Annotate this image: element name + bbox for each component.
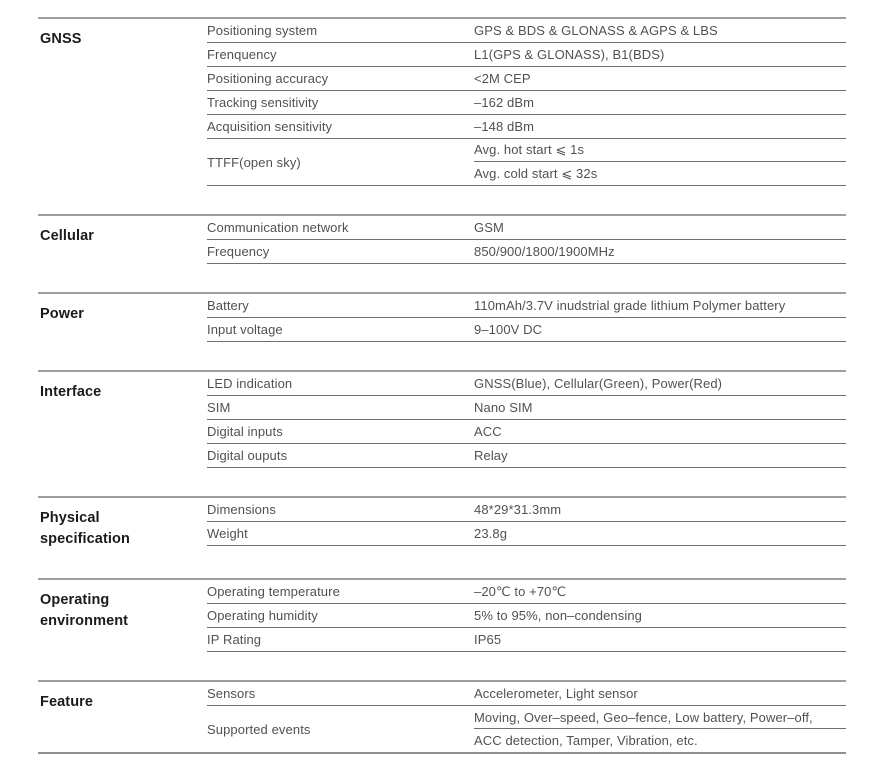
spec-row-tracking-sensitivity bbox=[207, 91, 846, 115]
spec-section-gnss bbox=[38, 17, 846, 186]
spec-values bbox=[474, 67, 846, 90]
spec-key: Digital inputs bbox=[207, 424, 283, 439]
spec-key: Battery bbox=[207, 298, 249, 313]
spec-values bbox=[474, 216, 846, 239]
spec-key: Operating temperature bbox=[207, 584, 340, 599]
spec-values bbox=[474, 372, 846, 395]
spec-value: Avg. cold start ⩽ 32s bbox=[474, 165, 598, 181]
spec-key: Sensors bbox=[207, 686, 256, 701]
spec-row-digital-ouputs bbox=[207, 444, 846, 468]
spec-key: Dimensions bbox=[207, 502, 276, 517]
spec-value: 48*29*31.3mm bbox=[474, 502, 562, 517]
spec-values bbox=[474, 19, 846, 42]
spec-values bbox=[474, 706, 846, 752]
spec-key: Acquisition sensitivity bbox=[207, 119, 333, 134]
spec-values bbox=[474, 498, 846, 521]
spec-value: –20℃ to +70℃ bbox=[474, 583, 567, 599]
spec-key: Frequency bbox=[207, 244, 270, 259]
section-label: Cellular bbox=[40, 228, 94, 244]
spec-value: IP65 bbox=[474, 632, 502, 647]
section-label: Interface bbox=[40, 384, 102, 400]
spec-row-dimensions bbox=[207, 498, 846, 522]
spec-value: Accelerometer, Light sensor bbox=[474, 686, 638, 701]
spec-key: Digital ouputs bbox=[207, 448, 288, 463]
spec-key: SIM bbox=[207, 400, 231, 415]
spec-value: 9–100V DC bbox=[474, 322, 543, 337]
spec-key: TTFF(open sky) bbox=[207, 154, 301, 170]
spec-row-operating-humidity bbox=[207, 604, 846, 628]
spec-value: 5% to 95%, non–condensing bbox=[474, 608, 643, 623]
spec-key: Weight bbox=[207, 526, 248, 541]
spec-row-sensors bbox=[207, 682, 846, 706]
spec-value: Moving, Over–speed, Geo–fence, Low battery, Power–off, bbox=[474, 706, 846, 729]
spec-value: –162 dBm bbox=[474, 95, 535, 110]
spec-values bbox=[474, 420, 846, 443]
section-label: Physical specification bbox=[40, 510, 130, 547]
spec-section-cellular bbox=[38, 214, 846, 264]
spec-key: Supported events bbox=[207, 721, 311, 737]
section-label: Power bbox=[40, 306, 85, 322]
spec-values bbox=[474, 294, 846, 317]
spec-row-positioning-accuracy bbox=[207, 67, 846, 91]
spec-key: Tracking sensitivity bbox=[207, 95, 319, 110]
spec-row-frequency bbox=[207, 240, 846, 264]
spec-row-communication-network bbox=[207, 216, 846, 240]
section-rows bbox=[207, 682, 846, 752]
section-rows bbox=[207, 498, 846, 550]
spec-values bbox=[474, 396, 846, 419]
spec-section-feature bbox=[38, 680, 846, 754]
spec-value: GSM bbox=[474, 220, 504, 235]
spec-key: Input voltage bbox=[207, 322, 283, 337]
spec-values bbox=[474, 43, 846, 66]
spec-value: GNSS(Blue), Cellular(Green), Power(Red) bbox=[474, 376, 723, 391]
spec-values bbox=[474, 139, 846, 185]
spec-row-positioning-system bbox=[207, 19, 846, 43]
spec-key: Operating humidity bbox=[207, 608, 318, 623]
spec-value: Avg. hot start ⩽ 1s bbox=[474, 139, 846, 162]
spec-table bbox=[38, 17, 846, 754]
section-rows bbox=[207, 294, 846, 342]
section-rows bbox=[207, 372, 846, 468]
spec-values bbox=[474, 522, 846, 545]
spec-section-physical-specification bbox=[38, 496, 846, 550]
spec-key: Frenquency bbox=[207, 47, 277, 62]
spec-value: ACC bbox=[474, 424, 502, 439]
section-label: GNSS bbox=[40, 31, 82, 47]
spec-row-acquisition-sensitivity bbox=[207, 115, 846, 139]
spec-row-ttff-open-sky bbox=[207, 139, 846, 186]
spec-section-power bbox=[38, 292, 846, 342]
spec-row-weight bbox=[207, 522, 846, 546]
spec-key: LED indication bbox=[207, 376, 293, 391]
spec-value: GPS & BDS & GLONASS & AGPS & LBS bbox=[474, 23, 718, 38]
spec-values bbox=[474, 444, 846, 467]
spec-values bbox=[474, 91, 846, 114]
section-label: Operating environment bbox=[40, 592, 129, 629]
spec-row-battery bbox=[207, 294, 846, 318]
spec-row-sim bbox=[207, 396, 846, 420]
spec-row-operating-temperature bbox=[207, 580, 846, 604]
spec-values bbox=[474, 318, 846, 341]
spec-values bbox=[474, 604, 846, 627]
spec-values bbox=[474, 682, 846, 705]
spec-value: L1(GPS & GLONASS), B1(BDS) bbox=[474, 47, 665, 62]
spec-value: <2M CEP bbox=[474, 71, 531, 86]
spec-key: Positioning system bbox=[207, 23, 318, 38]
spec-value: –148 dBm bbox=[474, 119, 535, 134]
section-rows bbox=[207, 216, 846, 264]
spec-values bbox=[474, 580, 846, 603]
spec-row-digital-inputs bbox=[207, 420, 846, 444]
spec-row-ip-rating bbox=[207, 628, 846, 652]
spec-value: Nano SIM bbox=[474, 400, 533, 415]
spec-values bbox=[474, 628, 846, 651]
spec-values bbox=[474, 115, 846, 138]
spec-value: ACC detection, Tamper, Vibration, etc. bbox=[474, 733, 698, 748]
spec-key: IP Rating bbox=[207, 632, 262, 647]
spec-values bbox=[474, 240, 846, 263]
spec-key: Communication network bbox=[207, 220, 349, 235]
spec-value: 110mAh/3.7V inudstrial grade lithium Polymer battery bbox=[474, 298, 786, 313]
section-label: Feature bbox=[40, 694, 94, 710]
spec-section-interface bbox=[38, 370, 846, 468]
spec-row-frenquency bbox=[207, 43, 846, 67]
spec-value: Relay bbox=[474, 448, 508, 463]
spec-row-input-voltage bbox=[207, 318, 846, 342]
spec-row-supported-events bbox=[207, 706, 846, 752]
spec-section-operating-environment bbox=[38, 578, 846, 652]
spec-row-led-indication bbox=[207, 372, 846, 396]
spec-value: 850/900/1800/1900MHz bbox=[474, 244, 615, 259]
section-rows bbox=[207, 580, 846, 652]
spec-key: Positioning accuracy bbox=[207, 71, 329, 86]
spec-value: 23.8g bbox=[474, 526, 508, 541]
section-rows bbox=[207, 19, 846, 186]
